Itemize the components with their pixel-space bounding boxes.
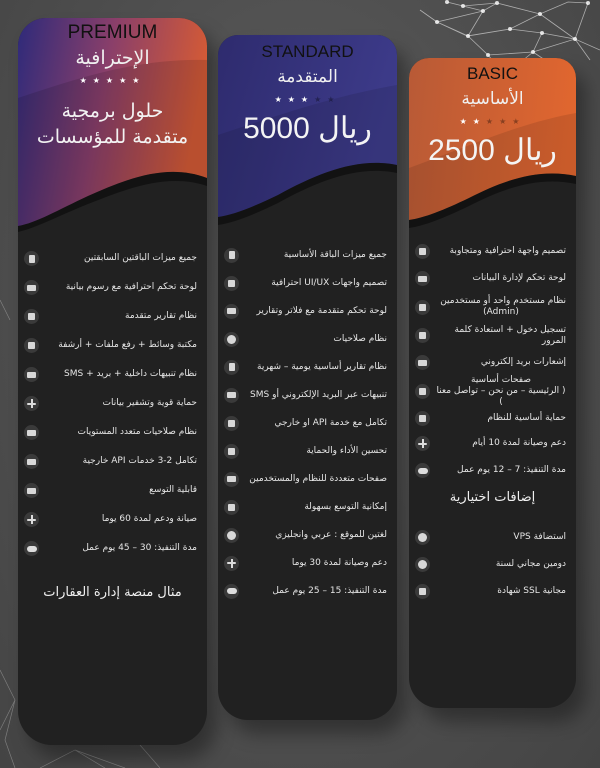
- scalability-icon: [24, 483, 39, 498]
- domain-icon: [415, 557, 430, 572]
- feature-item: جميع ميزات الباقتين السابقتين: [18, 244, 207, 273]
- standard-feature-list: [218, 241, 397, 605]
- plan-card-standard: [218, 35, 397, 720]
- maintenance-icon: [224, 556, 239, 571]
- media-upload-icon: [24, 338, 39, 353]
- feature-item: تسجيل دخول + استعادة كلمة المرور: [409, 322, 576, 349]
- globe-icon: [224, 528, 239, 543]
- feature-item: تكامل مع خدمة API او خارجي: [218, 409, 397, 437]
- feature-item: صفحات أساسية ( الرئيسية – من نحن – تواصل معنا ): [409, 376, 576, 406]
- plan-card-basic: [409, 58, 576, 708]
- document-icon: [24, 251, 39, 266]
- feature-item: حماية قوية وتشفير بيانات: [18, 389, 207, 418]
- basic-tier-arabic: الأساسية: [461, 89, 524, 109]
- feature-item: مكتبة وسائط + رفع ملفات + أرشفة: [18, 331, 207, 360]
- maintenance-icon: [415, 436, 430, 451]
- standard-header: [218, 35, 397, 235]
- email-sms-icon: [224, 388, 239, 403]
- feature-item: لوحة تحكم متقدمة مع فلاتر وتقارير: [218, 297, 397, 325]
- feature-item: دعم وصيانة لمدة 30 يوما: [218, 549, 397, 577]
- document-icon: [224, 248, 239, 263]
- basic-price: ريال 2500: [428, 134, 557, 167]
- premium-example-title: مثال منصة إدارة العقارات: [43, 585, 182, 600]
- dashboard-icon: [415, 271, 430, 286]
- pages-icon: [224, 472, 239, 487]
- email-icon: [415, 355, 430, 370]
- hosting-icon: [415, 530, 430, 545]
- api-icon: [224, 416, 239, 431]
- design-icon: [224, 276, 239, 291]
- basic-feature-list: [409, 238, 576, 484]
- permissions-icon: [224, 332, 239, 347]
- user-icon: [415, 300, 430, 315]
- addon-item: مجانية SSL شهادة: [409, 578, 576, 605]
- performance-icon: [224, 444, 239, 459]
- standard-price: ريال 5000: [243, 112, 372, 145]
- feature-item: إمكانية التوسع بسهولة: [218, 493, 397, 521]
- maintenance-icon: [24, 512, 39, 527]
- feature-item: حماية أساسية للنظام: [409, 406, 576, 430]
- duration-icon: [415, 463, 430, 478]
- ssl-icon: [415, 584, 430, 599]
- addons-title: إضافات اختيارية: [449, 490, 536, 505]
- pages-icon: [415, 384, 430, 399]
- addon-item: دومين مجاني لسنة: [409, 551, 576, 578]
- dashboard-chart-icon: [24, 280, 39, 295]
- feature-item: صيانة ودعم لمدة 60 يوما: [18, 505, 207, 534]
- feature-item: لغتين للموقع : عربي وانجليزي: [218, 521, 397, 549]
- feature-item: لوحة تحكم احترافية مع رسوم بيانية: [18, 273, 207, 302]
- api-icon: [24, 454, 39, 469]
- protection-icon: [415, 411, 430, 426]
- login-icon: [415, 328, 430, 343]
- feature-item: تكامل 2-3 خدمات API خارجية: [18, 447, 207, 476]
- report-icon: [24, 309, 39, 324]
- feature-item: مدة التنفيذ: 30 – 45 يوم عمل: [18, 534, 207, 563]
- feature-item: تصميم واجهات UI/UX احترافية: [218, 269, 397, 297]
- standard-star-rating: ★★★★★: [274, 95, 341, 104]
- basic-header: [409, 58, 576, 238]
- duration-icon: [224, 584, 239, 599]
- feature-item: نظام تقارير أساسية يومية – شهرية: [218, 353, 397, 381]
- standard-tier-english: STANDARD: [261, 42, 354, 61]
- premium-tagline: حلول برمجية متقدمة للمؤسسات: [36, 100, 189, 148]
- encryption-icon: [24, 396, 39, 411]
- design-icon: [415, 244, 430, 259]
- feature-item: مدة التنفيذ: 7 – 12 يوم عمل: [409, 457, 576, 484]
- feature-item: نظام مستخدم واحد أو مستخدمين (Admin): [409, 292, 576, 322]
- standard-tier-arabic: المتقدمة: [277, 67, 338, 87]
- report-icon: [224, 360, 239, 375]
- premium-tier-arabic: الإحترافية: [75, 47, 150, 69]
- duration-icon: [24, 541, 39, 556]
- feature-item: تصميم واجهة احترافية ومتجاوبة: [409, 238, 576, 265]
- premium-feature-list: [18, 244, 207, 563]
- premium-header: [18, 18, 207, 238]
- feature-item: نظام تنبيهات داخلية + بريد + SMS: [18, 360, 207, 389]
- feature-item: مدة التنفيذ: 15 – 25 يوم عمل: [218, 577, 397, 605]
- feature-item: نظام صلاحيات: [218, 325, 397, 353]
- plan-card-premium: [18, 18, 207, 745]
- feature-item: صفحات متعددة للنظام والمستخدمين: [218, 465, 397, 493]
- feature-item: دعم وصيانة لمدة 10 أيام: [409, 430, 576, 457]
- notification-icon: [24, 367, 39, 382]
- scalability-icon: [224, 500, 239, 515]
- feature-item: إشعارات بريد إلكتروني: [409, 349, 576, 376]
- addons-list: [409, 524, 576, 605]
- premium-tier-english: PREMIUM: [67, 22, 158, 43]
- feature-item: جميع ميزات الباقة الأساسية: [218, 241, 397, 269]
- basic-tier-english: BASIC: [466, 64, 519, 83]
- feature-item: قابلية التوسع: [18, 476, 207, 505]
- feature-item: نظام تقارير متقدمة: [18, 302, 207, 331]
- basic-star-rating: ★★★★★: [459, 117, 526, 126]
- permissions-icon: [24, 425, 39, 440]
- feature-item: تنبيهات عبر البريد الإلكتروني أو SMS: [218, 381, 397, 409]
- dashboard-icon: [224, 304, 239, 319]
- feature-item: لوحة تحكم لإدارة البيانات: [409, 265, 576, 292]
- feature-item: نظام صلاحيات متعدد المستويات: [18, 418, 207, 447]
- premium-star-rating: ★★★★★: [79, 76, 146, 85]
- feature-item: تحسين الأداء والحماية: [218, 437, 397, 465]
- addon-item: استضافة VPS: [409, 524, 576, 551]
